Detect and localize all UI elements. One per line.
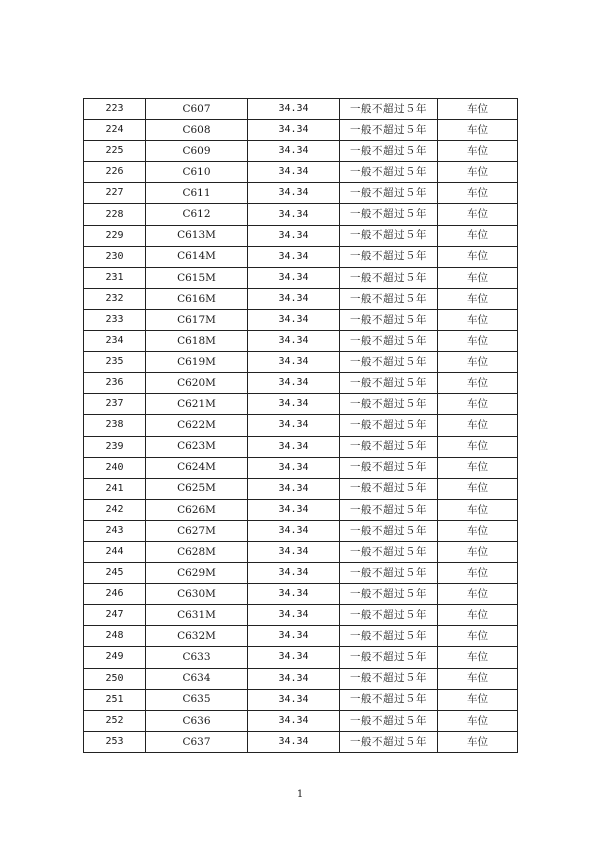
area-value: 34.34: [248, 436, 340, 457]
lease-term: 一般不超过５年: [340, 120, 438, 141]
parking-space-code: C616M: [146, 288, 248, 309]
row-sequence-number: 241: [84, 478, 146, 499]
table-row: [84, 731, 518, 752]
table-row: [84, 99, 518, 120]
area-value: 34.34: [248, 162, 340, 183]
area-value: 34.34: [248, 183, 340, 204]
parking-space-code: C611: [146, 183, 248, 204]
parking-space-code: C622M: [146, 415, 248, 436]
parking-space-code: C633: [146, 647, 248, 668]
lease-term: 一般不超过５年: [340, 731, 438, 752]
table-row: [84, 541, 518, 562]
area-value: 34.34: [248, 394, 340, 415]
area-value: 34.34: [248, 99, 340, 120]
area-value: 34.34: [248, 309, 340, 330]
area-value: 34.34: [248, 373, 340, 394]
row-sequence-number: 248: [84, 626, 146, 647]
lease-term: 一般不超过５年: [340, 520, 438, 541]
lease-term: 一般不超过５年: [340, 352, 438, 373]
lease-term: 一般不超过５年: [340, 141, 438, 162]
parking-space-code: C625M: [146, 478, 248, 499]
area-value: 34.34: [248, 204, 340, 225]
row-sequence-number: 230: [84, 246, 146, 267]
row-sequence-number: 250: [84, 668, 146, 689]
area-value: 34.34: [248, 710, 340, 731]
row-sequence-number: 245: [84, 563, 146, 584]
row-sequence-number: 233: [84, 309, 146, 330]
table-row: [84, 457, 518, 478]
table-row: [84, 499, 518, 520]
lease-term: 一般不超过５年: [340, 204, 438, 225]
lease-term: 一般不超过５年: [340, 605, 438, 626]
parking-space-code: C631M: [146, 605, 248, 626]
property-type: 车位: [438, 563, 518, 584]
row-sequence-number: 226: [84, 162, 146, 183]
area-value: 34.34: [248, 584, 340, 605]
area-value: 34.34: [248, 267, 340, 288]
parking-space-code: C617M: [146, 309, 248, 330]
property-type: 车位: [438, 520, 518, 541]
lease-term: 一般不超过５年: [340, 162, 438, 183]
lease-term: 一般不超过５年: [340, 99, 438, 120]
lease-term: 一般不超过５年: [340, 183, 438, 204]
property-type: 车位: [438, 331, 518, 352]
parking-space-code: C615M: [146, 267, 248, 288]
row-sequence-number: 239: [84, 436, 146, 457]
parking-space-code: C618M: [146, 331, 248, 352]
table-row: [84, 246, 518, 267]
parking-space-code: C627M: [146, 520, 248, 541]
table-row: [84, 563, 518, 584]
row-sequence-number: 231: [84, 267, 146, 288]
table-row: [84, 626, 518, 647]
lease-term: 一般不超过５年: [340, 668, 438, 689]
area-value: 34.34: [248, 520, 340, 541]
parking-space-code: C637: [146, 731, 248, 752]
property-type: 车位: [438, 436, 518, 457]
table-row: [84, 668, 518, 689]
area-value: 34.34: [248, 141, 340, 162]
row-sequence-number: 253: [84, 731, 146, 752]
area-value: 34.34: [248, 626, 340, 647]
lease-term: 一般不超过５年: [340, 394, 438, 415]
row-sequence-number: 225: [84, 141, 146, 162]
property-type: 车位: [438, 246, 518, 267]
area-value: 34.34: [248, 415, 340, 436]
parking-space-code: C623M: [146, 436, 248, 457]
table-row: [84, 710, 518, 731]
lease-term: 一般不超过５年: [340, 246, 438, 267]
property-type: 车位: [438, 352, 518, 373]
property-type: 车位: [438, 541, 518, 562]
lease-term: 一般不超过５年: [340, 331, 438, 352]
table-row: [84, 331, 518, 352]
table-row: [84, 162, 518, 183]
lease-term: 一般不超过５年: [340, 373, 438, 394]
property-type: 车位: [438, 99, 518, 120]
property-type: 车位: [438, 626, 518, 647]
table-row: [84, 183, 518, 204]
property-type: 车位: [438, 288, 518, 309]
area-value: 34.34: [248, 352, 340, 373]
property-type: 车位: [438, 731, 518, 752]
table-body: [84, 99, 518, 753]
parking-space-code: C613M: [146, 225, 248, 246]
property-type: 车位: [438, 204, 518, 225]
lease-term: 一般不超过５年: [340, 288, 438, 309]
row-sequence-number: 238: [84, 415, 146, 436]
parking-space-code: C634: [146, 668, 248, 689]
parking-space-code: C636: [146, 710, 248, 731]
row-sequence-number: 249: [84, 647, 146, 668]
property-type: 车位: [438, 457, 518, 478]
table-row: [84, 373, 518, 394]
table-row: [84, 120, 518, 141]
property-type: 车位: [438, 225, 518, 246]
table-row: [84, 689, 518, 710]
area-value: 34.34: [248, 331, 340, 352]
row-sequence-number: 240: [84, 457, 146, 478]
parking-space-code: C614M: [146, 246, 248, 267]
lease-term: 一般不超过５年: [340, 647, 438, 668]
parking-space-code: C610: [146, 162, 248, 183]
parking-space-code: C621M: [146, 394, 248, 415]
table-row: [84, 605, 518, 626]
lease-term: 一般不超过５年: [340, 457, 438, 478]
table-row: [84, 584, 518, 605]
area-value: 34.34: [248, 731, 340, 752]
table-row: [84, 204, 518, 225]
area-value: 34.34: [248, 563, 340, 584]
area-value: 34.34: [248, 647, 340, 668]
property-type: 车位: [438, 309, 518, 330]
parking-space-code: C608: [146, 120, 248, 141]
property-type: 车位: [438, 499, 518, 520]
property-type: 车位: [438, 478, 518, 499]
row-sequence-number: 236: [84, 373, 146, 394]
property-type: 车位: [438, 141, 518, 162]
table-row: [84, 415, 518, 436]
area-value: 34.34: [248, 246, 340, 267]
row-sequence-number: 237: [84, 394, 146, 415]
parking-space-code: C632M: [146, 626, 248, 647]
parking-space-code: C609: [146, 141, 248, 162]
lease-term: 一般不超过５年: [340, 436, 438, 457]
parking-space-code: C630M: [146, 584, 248, 605]
area-value: 34.34: [248, 457, 340, 478]
lease-term: 一般不超过５年: [340, 563, 438, 584]
area-value: 34.34: [248, 689, 340, 710]
row-sequence-number: 243: [84, 520, 146, 541]
area-value: 34.34: [248, 605, 340, 626]
property-type: 车位: [438, 120, 518, 141]
table-row: [84, 267, 518, 288]
property-type: 车位: [438, 183, 518, 204]
lease-term: 一般不超过５年: [340, 309, 438, 330]
property-type: 车位: [438, 373, 518, 394]
parking-space-code: C635: [146, 689, 248, 710]
row-sequence-number: 223: [84, 99, 146, 120]
parking-space-code: C612: [146, 204, 248, 225]
parking-space-code: C629M: [146, 563, 248, 584]
lease-term: 一般不超过５年: [340, 626, 438, 647]
parking-space-code: C620M: [146, 373, 248, 394]
area-value: 34.34: [248, 225, 340, 246]
lease-term: 一般不超过５年: [340, 710, 438, 731]
row-sequence-number: 252: [84, 710, 146, 731]
lease-term: 一般不超过５年: [340, 584, 438, 605]
area-value: 34.34: [248, 478, 340, 499]
lease-term: 一般不超过５年: [340, 541, 438, 562]
row-sequence-number: 251: [84, 689, 146, 710]
row-sequence-number: 234: [84, 331, 146, 352]
row-sequence-number: 242: [84, 499, 146, 520]
lease-term: 一般不超过５年: [340, 478, 438, 499]
row-sequence-number: 229: [84, 225, 146, 246]
property-type: 车位: [438, 710, 518, 731]
row-sequence-number: 227: [84, 183, 146, 204]
lease-term: 一般不超过５年: [340, 225, 438, 246]
parking-space-code: C628M: [146, 541, 248, 562]
table-row: [84, 647, 518, 668]
area-value: 34.34: [248, 541, 340, 562]
property-type: 车位: [438, 394, 518, 415]
property-type: 车位: [438, 647, 518, 668]
parking-space-code: C624M: [146, 457, 248, 478]
table-row: [84, 394, 518, 415]
row-sequence-number: 232: [84, 288, 146, 309]
table-row: [84, 225, 518, 246]
property-type: 车位: [438, 584, 518, 605]
table-row: [84, 520, 518, 541]
page-number: 1: [296, 789, 304, 800]
table-row: [84, 436, 518, 457]
table-row: [84, 141, 518, 162]
property-type: 车位: [438, 415, 518, 436]
parking-space-table: [83, 98, 518, 753]
lease-term: 一般不超过５年: [340, 415, 438, 436]
property-type: 车位: [438, 267, 518, 288]
property-type: 车位: [438, 668, 518, 689]
area-value: 34.34: [248, 668, 340, 689]
row-sequence-number: 246: [84, 584, 146, 605]
row-sequence-number: 244: [84, 541, 146, 562]
parking-space-code: C626M: [146, 499, 248, 520]
area-value: 34.34: [248, 288, 340, 309]
lease-term: 一般不超过５年: [340, 267, 438, 288]
parking-space-code: C619M: [146, 352, 248, 373]
row-sequence-number: 247: [84, 605, 146, 626]
area-value: 34.34: [248, 499, 340, 520]
table-row: [84, 309, 518, 330]
row-sequence-number: 228: [84, 204, 146, 225]
row-sequence-number: 224: [84, 120, 146, 141]
lease-term: 一般不超过５年: [340, 689, 438, 710]
table-row: [84, 288, 518, 309]
property-type: 车位: [438, 689, 518, 710]
row-sequence-number: 235: [84, 352, 146, 373]
lease-term: 一般不超过５年: [340, 499, 438, 520]
table-row: [84, 478, 518, 499]
parking-space-code: C607: [146, 99, 248, 120]
table-row: [84, 352, 518, 373]
area-value: 34.34: [248, 120, 340, 141]
property-type: 车位: [438, 162, 518, 183]
property-type: 车位: [438, 605, 518, 626]
